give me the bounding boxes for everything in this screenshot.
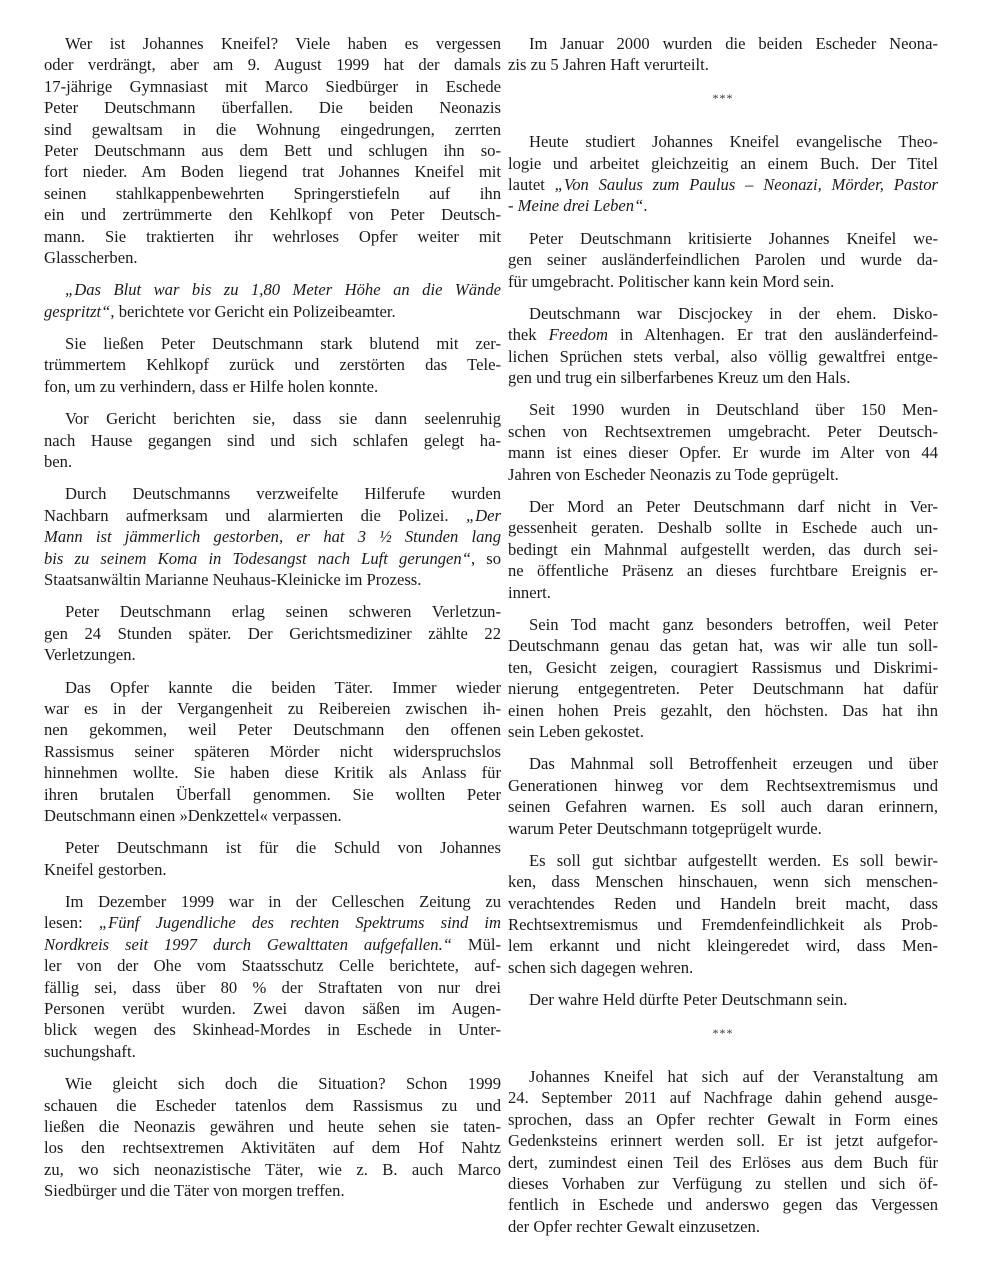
text-line: Das Mahnmal soll Betroffenheit erzeugen und über (529, 754, 938, 774)
text-line: Staatsanwältin Marianne Neuhaus-Kleinicke im Prozess. (44, 569, 422, 589)
text-line: lem erkannt und nicht kleingeredet wird, dass Men- (508, 936, 938, 956)
text-line: Siedbürger und die Täter von morgen treffen. (44, 1181, 345, 1201)
text-line: suchungshaft. (44, 1041, 136, 1061)
paragraph (508, 399, 938, 485)
text-line: „Das Blut war bis zu 1,80 Meter Höhe an die Wände (65, 280, 501, 300)
text-line: schen sich dagegen wehren. (508, 957, 694, 977)
paragraph (44, 891, 501, 1062)
text-line: dieses Vorhaben zur Verfügung zu stellen und sich öf- (508, 1173, 938, 1193)
text-line: ten, Gesicht zeigen, couragiert Rassismus und Diskrimi- (508, 657, 938, 677)
paragraph (508, 303, 938, 389)
text-line: Jahren von Escheder Neonazis zu Tode geprügelt. (508, 464, 839, 484)
paragraph (508, 850, 938, 978)
text-line: ließen die Neonazis gewähren und heute sehen sie taten- (44, 1116, 501, 1136)
text-line: gessenheit geraten. Deshalb sollte in Eschede auch un- (508, 518, 938, 538)
text-line: zu, wo sich neonazistische Täter, wie z. B. auch Marco (44, 1159, 501, 1179)
paragraph (508, 131, 938, 217)
text-line: mann ist eines dieser Opfer. Er wurde im Alter von 44 (508, 443, 938, 463)
text-line: mann. Sie traktierten ihr wehrloses Opfer weiter mit (44, 226, 501, 246)
text-line: 17-jährige Gymnasiast mit Marco Siedbürger in Eschede (44, 76, 501, 96)
paragraph (44, 408, 501, 472)
text-line: zis zu 5 Jahren Haft verurteilt. (508, 55, 709, 75)
text-line: Deutschmann war Discjockey in der ehem. Disko- (529, 303, 938, 323)
separator-text: *** (712, 1025, 734, 1040)
text-line: sind gewaltsam in die Wohnung eingedrungen, zerrten (44, 119, 501, 139)
text-line: Das Opfer kannte die beiden Täter. Immer wieder (65, 677, 501, 697)
text-line: Heute studiert Johannes Kneifel evangelische Theo- (529, 132, 938, 152)
text-line: Peter Deutschmann kritisierte Johannes Kneifel we- (529, 228, 938, 248)
section-separator (508, 1023, 938, 1044)
text-line: sein Leben gekostet. (508, 721, 644, 741)
text-line: schen von Rechtsextremen umgebracht. Peter Deutsch- (508, 421, 938, 441)
text-line: fort nieder. Am Boden liegend trat Johannes Kneifel mit (44, 162, 501, 182)
text-line: Generationen hinweg vor dem Rechtsextremismus und (508, 775, 938, 795)
text-line: fon, um zu verhindern, dass er Hilfe holen konnte. (44, 376, 379, 396)
left-column (44, 33, 501, 1213)
text-line: thek Freedom in Altenhagen. Er trat den ausländerfeind- (508, 325, 939, 345)
text-line: Es soll gut sichtbar aufgestellt werden. Es soll bewir- (529, 850, 938, 870)
text-line: Personen verübt wurden. Zwei davon säßen im Augen- (44, 999, 501, 1019)
text-line: - Meine drei Leben“. (508, 196, 648, 216)
text-line: sprochen, dass an Opfer rechter Gewalt in Form eines (508, 1109, 938, 1129)
text-line: seinen stahlkappenbewehrten Springerstiefeln auf ihn (44, 183, 501, 203)
text-line: hinnehmen wollte. Sie haben diese Kritik als Anlass für (44, 763, 501, 783)
section-separator (508, 88, 938, 109)
separator-text: *** (712, 90, 734, 105)
paragraph (44, 333, 501, 397)
paragraph (508, 228, 938, 292)
text-line: Peter Deutschmann ist für die Schuld von Johannes (65, 838, 501, 858)
text-line: der Opfer rechter Gewalt einzusetzen. (508, 1216, 760, 1236)
paragraph (44, 601, 501, 665)
text-line: Im Januar 2000 wurden die beiden Escheder Neona- (529, 34, 938, 53)
text-line: logie und arbeitet gleichzeitig an einem Buch. Der Titel (508, 153, 938, 173)
text-line: lautet „Von Saulus zum Paulus – Neonazi, Mörder, Pastor (508, 174, 938, 194)
text-line: Rechtsextremismus und Fremdenfeindlichkeit als Prob- (508, 915, 938, 935)
text-line: innert. (508, 582, 551, 602)
text-line: oder verdrängt, aber am 9. August 1999 hat der damals (44, 55, 501, 75)
text-line: gen seiner ausländerfeindlichen Parolen und wurde da- (508, 250, 938, 270)
paragraph (508, 614, 938, 742)
text-line: lichen Sprüchen stets verbal, also völlig gewaltfrei entge- (508, 346, 938, 366)
paragraph (44, 33, 501, 268)
text-line: nach Hause gegangen sind und sich schlafen gelegt ha- (44, 430, 501, 450)
text-line: fentlich in Eschede und anderswo gegen das Vergessen (508, 1195, 938, 1215)
text-line: Deutschmann einen »Denkzettel« verpassen. (44, 805, 342, 825)
text-line: Peter Deutschmann erlag seinen schweren Verletzun- (65, 602, 501, 622)
text-line: Durch Deutschmanns verzweifelte Hilferufe wurden (65, 484, 501, 504)
text-line: los den rechtsextremen Aktivitäten auf dem Hof Nahtz (44, 1138, 501, 1158)
text-line: bis zu seinem Koma in Todesangst nach Luft gerungen“, so (44, 548, 501, 568)
text-line: schauen die Escheder tatenlos dem Rassismus zu und (44, 1095, 501, 1115)
paragraph (508, 1066, 938, 1237)
text-line: nen gekommen, weil Peter Deutschmann den offenen (44, 720, 501, 740)
text-line: warum Peter Deutschmann totgeprügelt wurde. (508, 818, 822, 838)
text-line: fällig sei, dass über 80 % der Straftaten von nur drei (44, 977, 501, 997)
text-line: ein und zertrümmerte den Kehlkopf von Peter Deutsch- (44, 205, 501, 225)
text-line: ben. (44, 452, 73, 472)
text-line: einen hohen Preis gezahlt, den höchsten. Das hat ihn (508, 700, 938, 720)
text-line: Sie ließen Peter Deutschmann stark blutend mit zer- (65, 334, 501, 354)
text-line: Der wahre Held dürfte Peter Deutschmann sein. (529, 990, 848, 1010)
text-line: Glasscherben. (44, 247, 138, 267)
text-line: ler von der Ohe vom Staatsschutz Celle berichtete, auf- (44, 956, 501, 976)
text-line: 24. September 2011 auf Nachfrage dahin gehend ausge- (508, 1088, 938, 1108)
text-line: gen 24 Stunden später. Der Gerichtsmediziner zählte 22 (44, 623, 501, 643)
text-line: war es in der Vergangenheit zu Reibereien zwischen ih- (44, 698, 501, 718)
paragraph (508, 496, 938, 603)
text-line: Wer ist Johannes Kneifel? Viele haben es vergessen (65, 34, 501, 53)
text-line: Deutschmann genau das getan hat, was wir alle tun soll- (508, 636, 938, 656)
text-line: Nachbarn aufmerksam und alarmierten die Polizei. „Der (44, 505, 501, 525)
text-line: nierung entgegentreten. Peter Deutschmann hat dafür (508, 679, 938, 699)
text-line: seinen Gefahren warnen. Es soll auch daran erinnern, (508, 797, 938, 817)
paragraph (44, 677, 501, 827)
paragraph (44, 279, 501, 322)
text-line: Mann ist jämmerlich gestorben, er hat 3 ½ Stunden lang (44, 527, 501, 547)
text-line: Johannes Kneifel hat sich auf der Veranstaltung am (529, 1067, 938, 1087)
text-line: Kneifel gestorben. (44, 859, 167, 879)
text-line: Verletzungen. (44, 645, 136, 665)
paragraph (44, 483, 501, 590)
text-line: Peter Deutschmann aus dem Bett und schlugen ihn so- (44, 140, 501, 160)
paragraph (508, 753, 938, 839)
text-line: Rassismus seiner späteren Mörder nicht widerspruchslos (44, 741, 501, 761)
text-line: Gedenksteins erinnert werden soll. Er ist jetzt aufgefor- (508, 1131, 938, 1151)
text-line: ihren brutalen Überfall genommen. Sie wollten Peter (44, 784, 501, 804)
paragraph (508, 33, 938, 76)
text-line: verachtendes Reden und Handeln breit macht, dass (508, 893, 938, 913)
text-line: Peter Deutschmann überfallen. Die beiden Neonazis (44, 98, 501, 118)
text-line: lesen: „Fünf Jugendliche des rechten Spektrums sind im (44, 913, 501, 933)
text-line: Im Dezember 1999 war in der Celleschen Zeitung zu (65, 892, 501, 912)
text-line: blick wegen des Skinhead-Mordes in Eschede in Unter- (44, 1020, 501, 1040)
text-line: ne öffentliche Präsenz an dieses furchtbare Ereignis er- (508, 561, 938, 581)
text-line: Seit 1990 wurden in Deutschland über 150 Men- (529, 400, 938, 420)
text-line: dert, zumindest einen Teil des Erlöses aus dem Buch für (508, 1152, 938, 1172)
text-line: Wie gleicht sich doch die Situation? Schon 1999 (65, 1074, 501, 1094)
text-line: ken, dass Menschen hinschauen, wenn sich menschen- (508, 872, 938, 892)
paragraph (508, 989, 938, 1010)
text-line: Vor Gericht berichten sie, dass sie dann seelenruhig (65, 409, 501, 429)
text-line: Sein Tod macht ganz besonders betroffen, weil Peter (529, 614, 938, 634)
text-line: Nordkreis seit 1997 durch Gewalttaten aufgefallen.“ Mül- (44, 934, 502, 954)
text-line: bedingt ein Mahnmal aufgestellt werden, das durch sei- (508, 539, 938, 559)
text-line: trümmertem Kehlkopf zurück und zerstörten das Tele- (44, 355, 501, 375)
paragraph (44, 1073, 501, 1201)
paragraph (44, 837, 501, 880)
text-line: gespritzt“, berichtete vor Gericht ein Polizeibeamter. (44, 301, 396, 321)
text-line: für umgebracht. Politischer kann kein Mord sein. (508, 271, 835, 291)
text-line: Der Mord an Peter Deutschmann darf nicht in Ver- (529, 497, 938, 517)
right-column (508, 33, 938, 1248)
text-line: gen und trug ein silberfarbenes Kreuz um den Hals. (508, 368, 851, 388)
